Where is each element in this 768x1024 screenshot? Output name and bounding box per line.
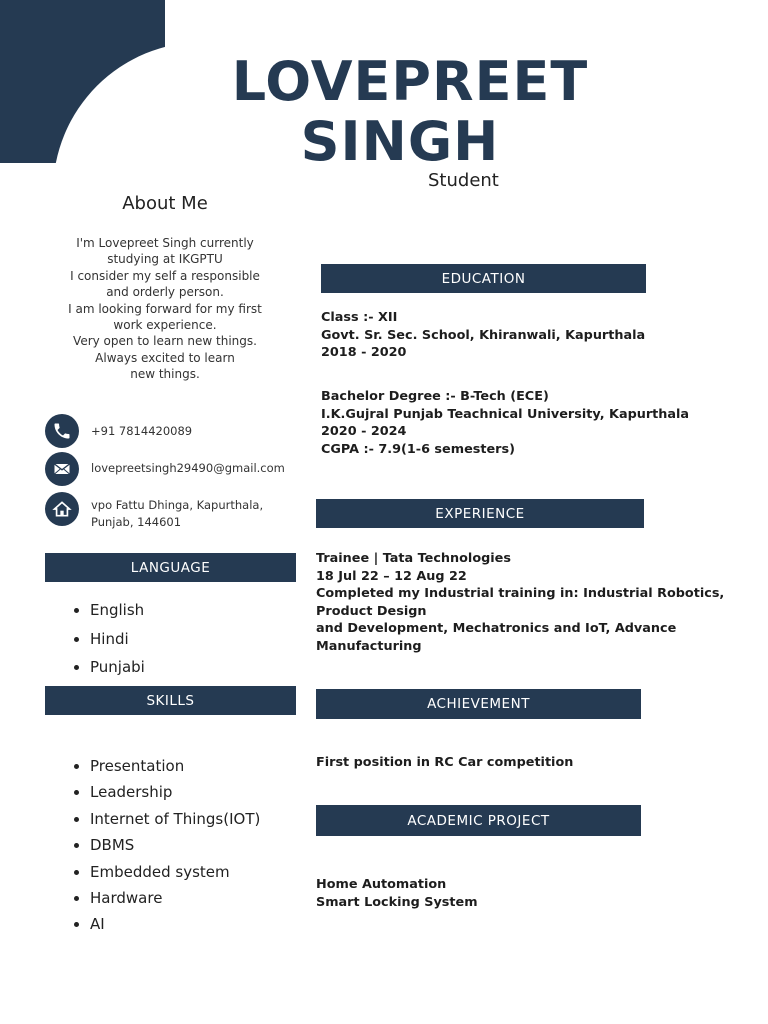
project-line: Home Automation xyxy=(316,877,447,892)
experience-line: 18 Jul 22 – 12 Aug 22 xyxy=(316,568,467,584)
skill-item: • Embedded system xyxy=(90,859,260,885)
education-line: 2020 - 2024 xyxy=(321,424,407,440)
experience-heading: EXPERIENCE xyxy=(316,499,644,528)
education-line: I.K.Gujral Punjab Teachnical University, Kapurthala xyxy=(321,406,690,422)
mail-icon xyxy=(45,452,79,486)
address-line: vpo Fattu Dhinga, Kapurthala, xyxy=(91,498,264,512)
email-address: lovepreetsingh29490@gmail.com xyxy=(91,461,285,475)
language-item: • English xyxy=(90,596,145,625)
achievement-heading: ACHIEVEMENT xyxy=(316,689,641,719)
education-heading: EDUCATION xyxy=(321,264,646,293)
skills-heading: SKILLS xyxy=(45,686,296,715)
education-line: Class :- XII xyxy=(321,310,398,325)
name-first: LOVEPREET xyxy=(231,50,589,113)
skill-item: • AI xyxy=(90,911,260,937)
language-heading: LANGUAGE xyxy=(45,553,296,582)
about-text xyxy=(45,235,285,383)
experience-line: Manufacturing xyxy=(316,638,422,654)
skill-item: • Leadership xyxy=(90,779,260,805)
home-icon xyxy=(45,492,79,526)
phone-number: +91 7814420089 xyxy=(91,424,193,438)
experience-details xyxy=(316,550,724,656)
about-title: About Me xyxy=(122,193,208,214)
education-school xyxy=(321,309,645,362)
skills-list xyxy=(72,753,260,938)
about-line: new things. xyxy=(130,367,200,382)
education-degree xyxy=(321,388,689,458)
about-line: and orderly person. xyxy=(106,285,224,300)
address-line: Punjab, 144601 xyxy=(91,515,182,529)
achievement-details xyxy=(316,754,573,772)
skill-item: • Hardware xyxy=(90,885,260,911)
name-last: SINGH xyxy=(300,110,500,173)
education-line: 2018 - 2020 xyxy=(321,345,407,361)
experience-line: and Development, Mechatronics and IoT, Advance xyxy=(316,621,677,637)
about-line: I am looking forward for my first xyxy=(68,301,262,316)
experience-line: Completed my Industrial training in: Industrial Robotics, xyxy=(316,586,725,602)
about-line: Always excited to learn xyxy=(95,350,235,365)
about-line: I consider my self a responsible xyxy=(70,268,260,283)
experience-line: Trainee | Tata Technologies xyxy=(316,551,511,566)
about-line: work experience. xyxy=(113,318,217,333)
skill-item: • DBMS xyxy=(90,832,260,858)
language-item: • Hindi xyxy=(90,625,145,654)
role-title: Student xyxy=(428,170,499,191)
language-list xyxy=(72,596,145,682)
education-line: Govt. Sr. Sec. School, Khiranwali, Kapurthala xyxy=(321,327,646,343)
education-line: Bachelor Degree :- B-Tech (ECE) xyxy=(321,389,549,404)
address xyxy=(91,497,263,531)
achievement-line: First position in RC Car competition xyxy=(316,755,574,770)
about-line: Very open to learn new things. xyxy=(73,334,257,349)
experience-line: Product Design xyxy=(316,603,427,619)
skill-item: • Presentation xyxy=(90,753,260,779)
skill-item: • Internet of Things(IOT) xyxy=(90,806,260,832)
project-line: Smart Locking System xyxy=(316,894,478,910)
about-line: I'm Lovepreet Singh currently xyxy=(76,236,254,250)
language-item: • Punjabi xyxy=(90,653,145,682)
project-details xyxy=(316,876,478,911)
about-line: studying at IKGPTU xyxy=(107,252,223,267)
phone-icon xyxy=(45,414,79,448)
project-heading: ACADEMIC PROJECT xyxy=(316,805,641,836)
education-line: CGPA :- 7.9(1-6 semesters) xyxy=(321,441,515,457)
